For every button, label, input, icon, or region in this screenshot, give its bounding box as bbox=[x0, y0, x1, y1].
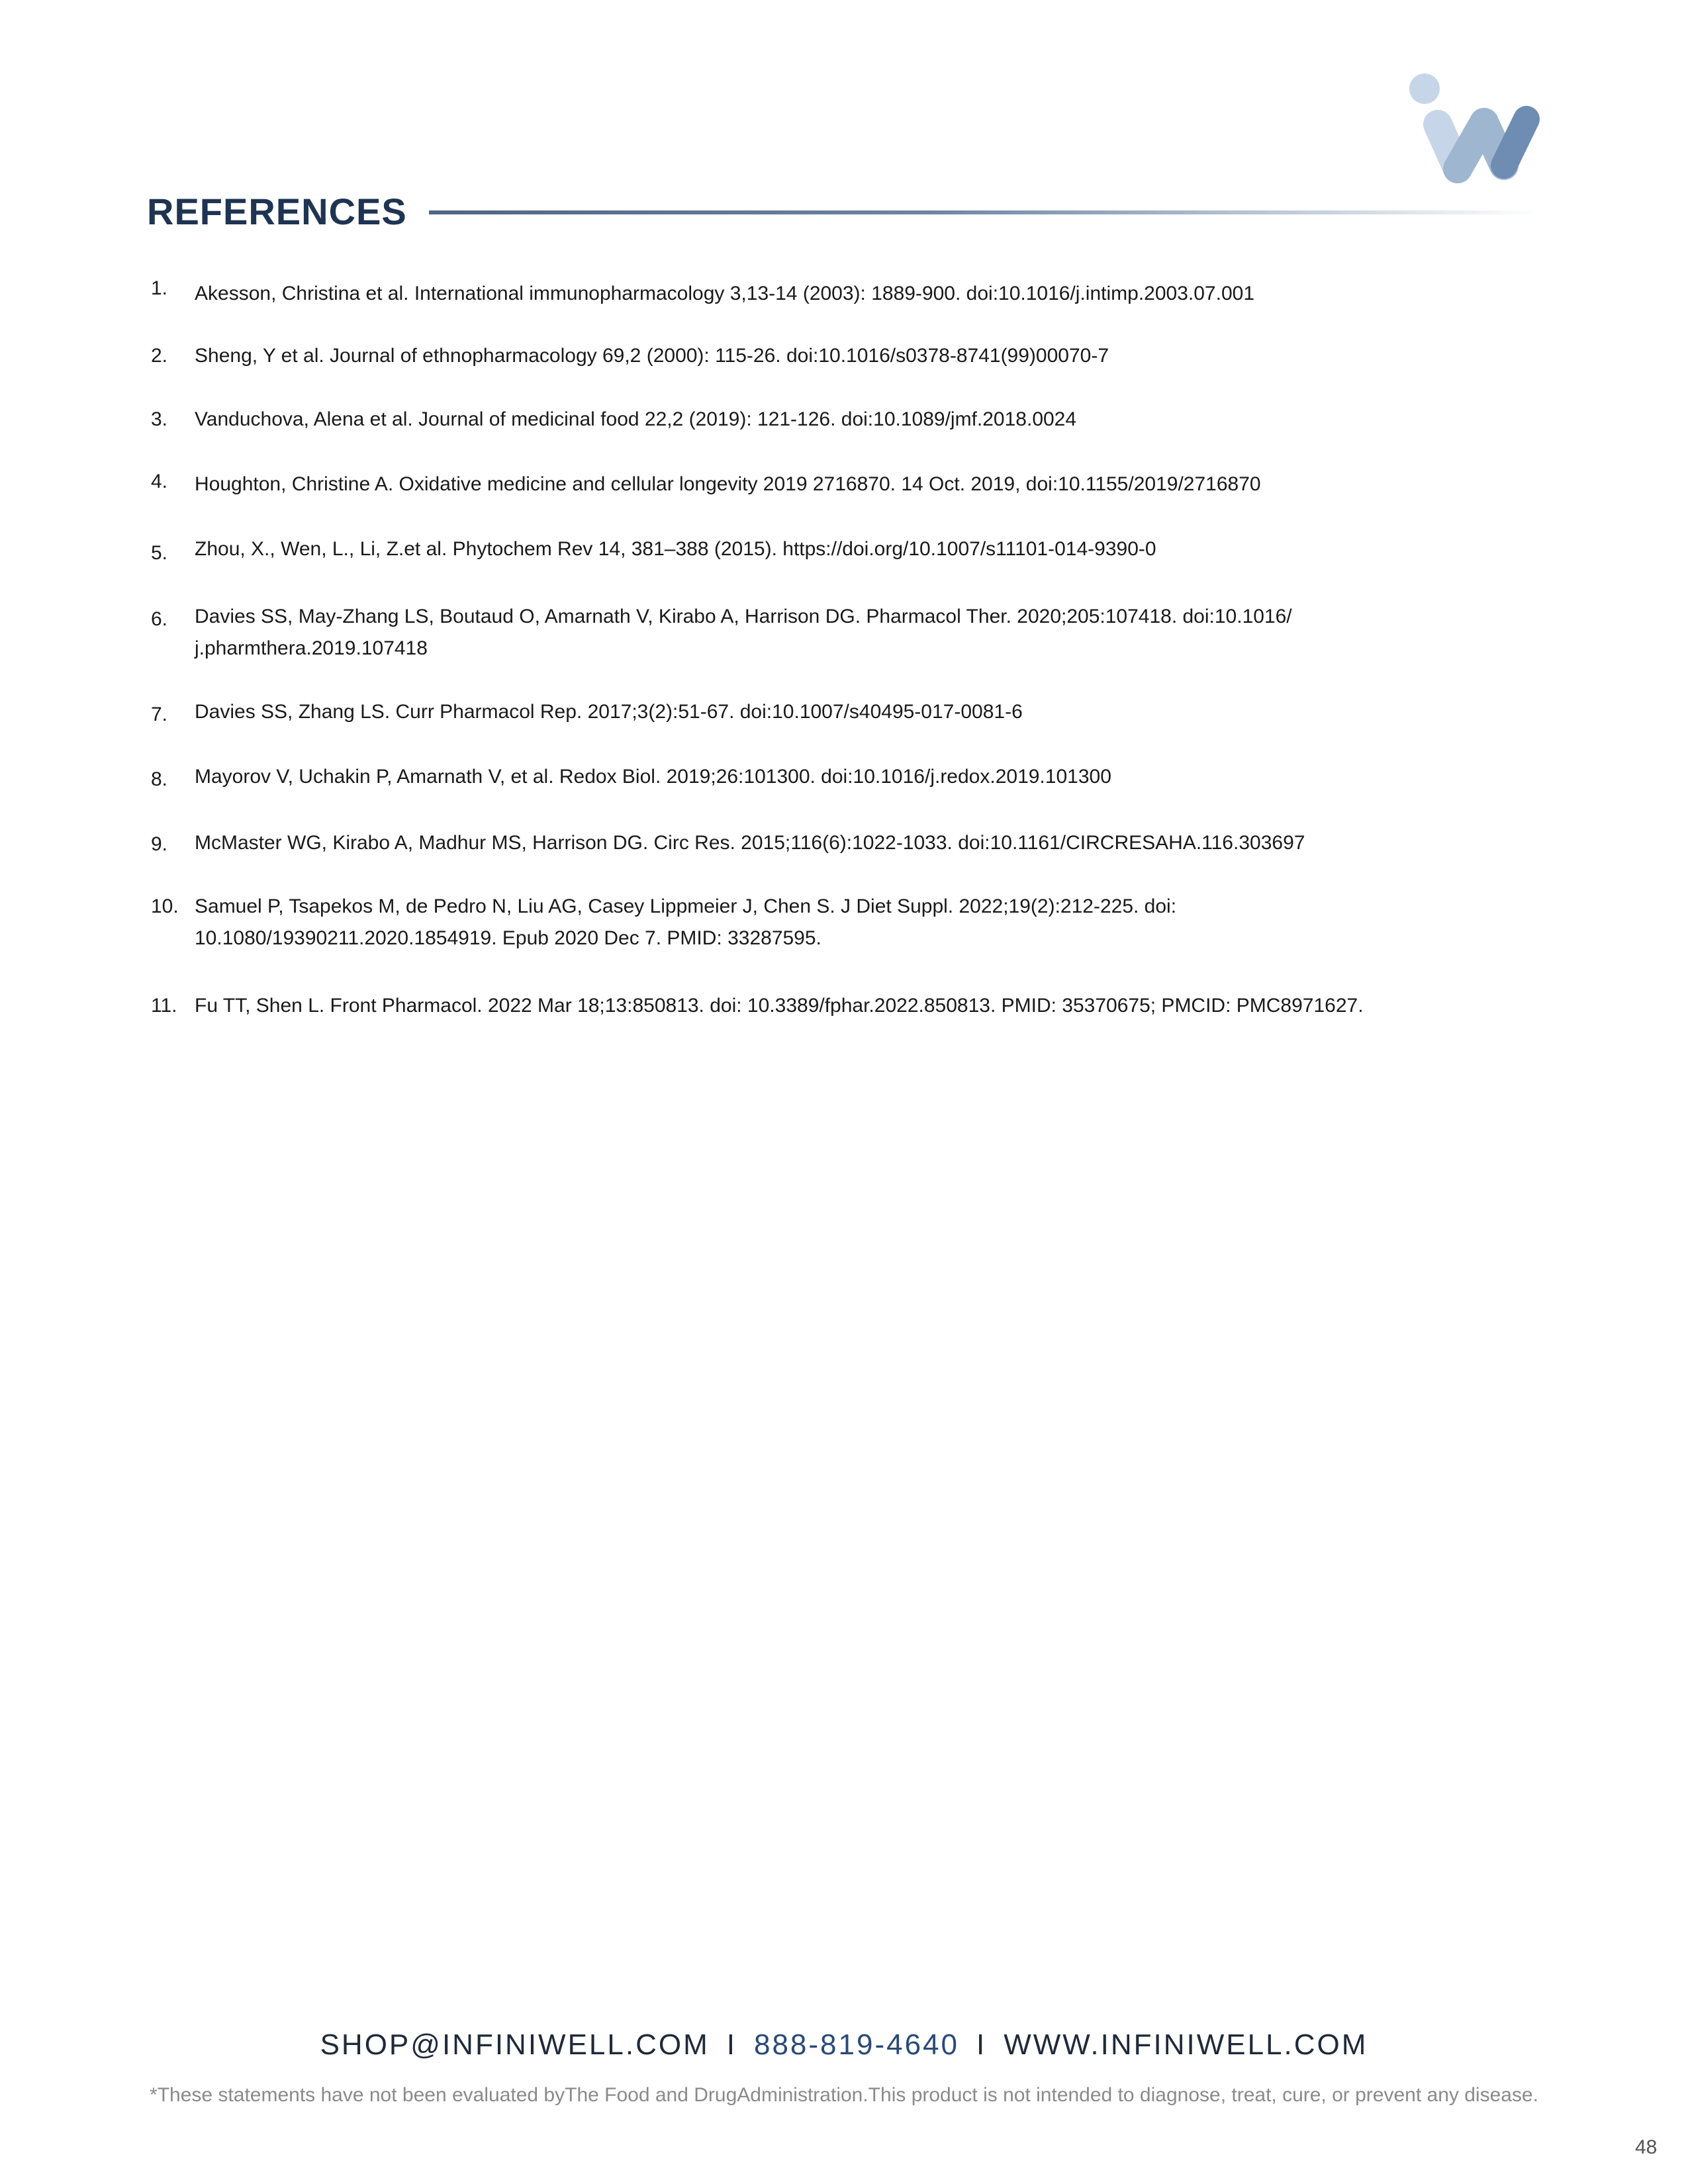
footer-separator: I bbox=[726, 2028, 737, 2061]
fda-disclaimer: *These statements have not been evaluated byThe Food and DrugAdministration.This product is not intended to diagnose, treat, cure, or prevent any disease. bbox=[150, 2084, 1538, 2106]
reference-text: Fu TT, Shen L. Front Pharmacol. 2022 Mar 18;13:850813. doi: 10.3389/fphar.2022.850813. PMID: 35370675; PMCID: PMC8971627. bbox=[195, 995, 1364, 1017]
reference-item bbox=[147, 696, 1524, 728]
reference-number: 11. bbox=[151, 995, 177, 1017]
footer-separator: I bbox=[976, 2028, 987, 2061]
reference-item bbox=[147, 601, 1524, 664]
reference-item bbox=[147, 340, 1524, 372]
reference-number: 2. bbox=[151, 345, 168, 367]
reference-number: 8. bbox=[151, 768, 168, 790]
reference-number: 3. bbox=[151, 408, 168, 430]
reference-item bbox=[147, 761, 1524, 793]
reference-item bbox=[147, 827, 1524, 859]
reference-item bbox=[147, 533, 1524, 565]
footer-website-link[interactable]: WWW.INFINIWELL.COM bbox=[1004, 2028, 1368, 2061]
reference-item bbox=[147, 278, 1524, 310]
reference-text: Vanduchova, Alena et al. Journal of medicinal food 22,2 (2019): 121-126. doi:10.1089/jmf.2018.0024 bbox=[195, 408, 1077, 430]
reference-text: Akesson, Christina et al. International immunopharmacology 3,13-14 (2003): 1889-900. doi:10.1016/j.intimp.2003.07.001 bbox=[195, 283, 1255, 304]
reference-number: 6. bbox=[151, 608, 168, 630]
footer-contact-bar bbox=[0, 2026, 1688, 2064]
page-number: 48 bbox=[1635, 2136, 1658, 2158]
reference-number: 5. bbox=[151, 542, 168, 564]
reference-item bbox=[147, 891, 1524, 954]
footer-email-link[interactable]: SHOP@INFINIWELL.COM bbox=[320, 2028, 710, 2061]
reference-item bbox=[147, 469, 1524, 500]
page-title: REFERENCES bbox=[147, 191, 407, 232]
reference-text: Davies SS, May-Zhang LS, Boutaud O, Amarnath V, Kirabo A, Harrison DG. Pharmacol Ther. 2020;205:107418. doi:10.1016/ j.pharmthera.2019.107418 bbox=[195, 606, 1292, 659]
reference-text: Davies SS, Zhang LS. Curr Pharmacol Rep. 2017;3(2):51-67. doi:10.1007/s40495-017-0081-6 bbox=[195, 701, 1023, 723]
reference-text: Zhou, X., Wen, L., Li, Z.et al. Phytochem Rev 14, 381–388 (2015). https://doi.org/10.1007/s11101-014-9390-0 bbox=[195, 538, 1156, 560]
reference-text: Sheng, Y et al. Journal of ethnopharmacology 69,2 (2000): 115-26. doi:10.1016/s0378-8741(99)00070-7 bbox=[195, 345, 1109, 367]
reference-text: Samuel P, Tsapekos M, de Pedro N, Liu AG, Casey Lippmeier J, Chen S. J Diet Suppl. 2022;19(2):212-225. doi: 10.1080/19390211.2020.1854919. Epub 2020 Dec 7. PMID: 33287595. bbox=[195, 895, 1177, 949]
footer-phone-link[interactable]: 888-819-4640 bbox=[753, 2028, 959, 2061]
reference-item bbox=[147, 990, 1524, 1022]
title-divider bbox=[429, 210, 1541, 214]
reference-number: 9. bbox=[151, 833, 168, 855]
reference-list bbox=[147, 278, 1524, 1022]
reference-number: 7. bbox=[151, 704, 168, 725]
infiniwell-logo-icon bbox=[1403, 66, 1549, 199]
reference-number: 10. bbox=[151, 895, 179, 917]
reference-text: McMaster WG, Kirabo A, Madhur MS, Harrison DG. Circ Res. 2015;116(6):1022-1033. doi:10.1161/CIRCRESAHA.116.303697 bbox=[195, 832, 1305, 854]
reference-number: 1. bbox=[151, 277, 168, 299]
reference-text: Mayorov V, Uchakin P, Amarnath V, et al. Redox Biol. 2019;26:101300. doi:10.1016/j.redox.2019.101300 bbox=[195, 766, 1111, 788]
reference-text: Houghton, Christine A. Oxidative medicine and cellular longevity 2019 2716870. 14 Oct. 2019, doi:10.1155/2019/2716870 bbox=[195, 473, 1261, 495]
reference-item bbox=[147, 404, 1524, 435]
reference-number: 4. bbox=[151, 471, 168, 492]
